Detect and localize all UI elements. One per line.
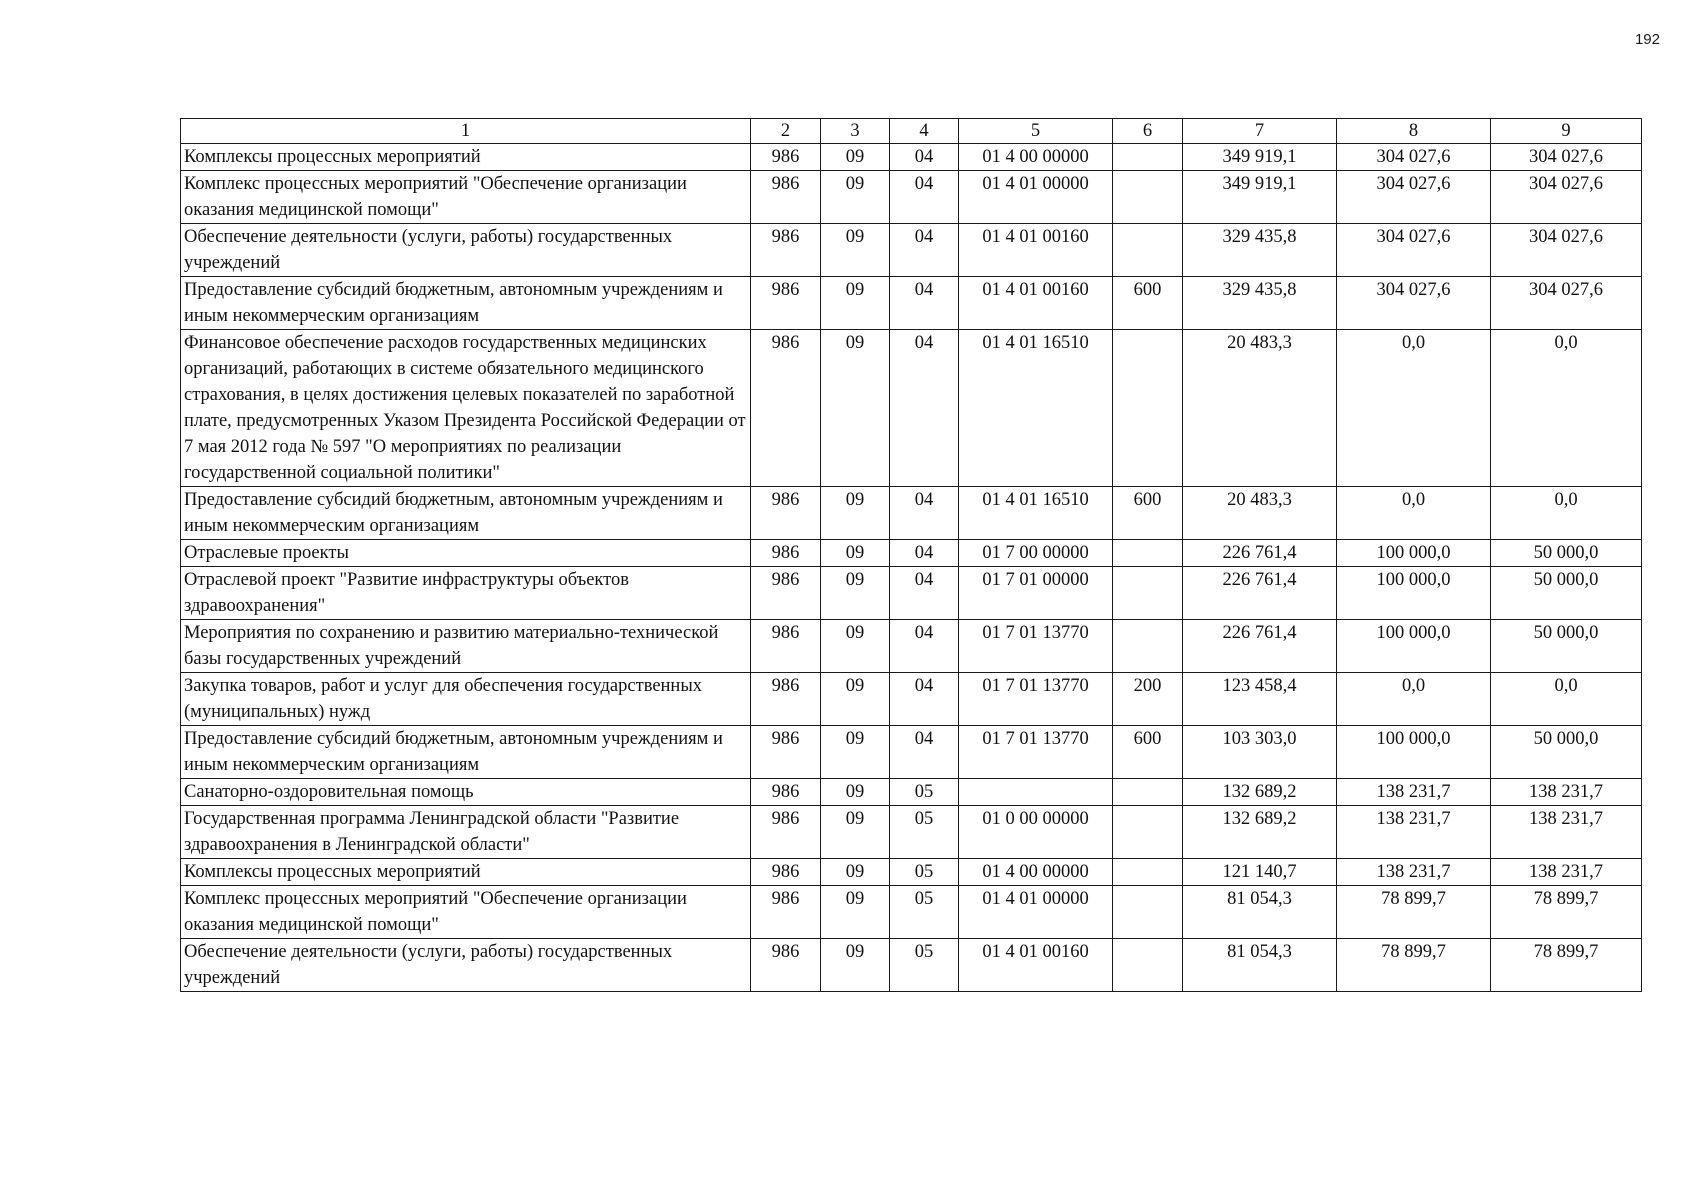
row-value-2025: 100 000,0 bbox=[1337, 567, 1491, 620]
table-row bbox=[181, 224, 1642, 277]
row-value-2025: 138 231,7 bbox=[1337, 779, 1491, 806]
row-subsection: 04 bbox=[890, 330, 959, 487]
row-value-2025: 100 000,0 bbox=[1337, 620, 1491, 673]
table-row bbox=[181, 487, 1642, 540]
row-value-2026: 304 027,6 bbox=[1491, 224, 1642, 277]
row-name: Санаторно-оздоровительная помощь bbox=[181, 779, 751, 806]
row-expense-type bbox=[1113, 886, 1183, 939]
row-subsection: 04 bbox=[890, 726, 959, 779]
row-value-2025: 304 027,6 bbox=[1337, 144, 1491, 171]
row-value-2024: 123 458,4 bbox=[1183, 673, 1337, 726]
row-ministry: 986 bbox=[751, 779, 821, 806]
table-row bbox=[181, 171, 1642, 224]
row-name: Финансовое обеспечение расходов государственных медицинских организаций, работающих в системе обязательного медицинского страхования, в целях достижения целевых показателей по заработной плате, предусмотренных Указом Президента Российской Федерации от 7 мая 2012 года № 597 "О мероприятиях по реализации государственной социальной политики" bbox=[181, 330, 751, 487]
row-name: Комплекс процессных мероприятий "Обеспечение организации оказания медицинской помощи" bbox=[181, 886, 751, 939]
header-cell: 4 bbox=[890, 119, 959, 144]
row-value-2024: 226 761,4 bbox=[1183, 620, 1337, 673]
row-value-2024: 121 140,7 bbox=[1183, 859, 1337, 886]
row-ministry: 986 bbox=[751, 171, 821, 224]
row-value-2025: 78 899,7 bbox=[1337, 939, 1491, 992]
row-name: Комплексы процессных мероприятий bbox=[181, 144, 751, 171]
row-name: Предоставление субсидий бюджетным, автономным учреждениям и иным некоммерческим организациям bbox=[181, 487, 751, 540]
header-cell: 9 bbox=[1491, 119, 1642, 144]
row-expense-type bbox=[1113, 144, 1183, 171]
row-subsection: 04 bbox=[890, 620, 959, 673]
row-target: 01 4 01 00160 bbox=[959, 277, 1113, 330]
row-value-2026: 0,0 bbox=[1491, 673, 1642, 726]
row-value-2026: 50 000,0 bbox=[1491, 620, 1642, 673]
row-section: 09 bbox=[821, 726, 890, 779]
row-section: 09 bbox=[821, 144, 890, 171]
row-subsection: 05 bbox=[890, 806, 959, 859]
row-value-2024: 349 919,1 bbox=[1183, 171, 1337, 224]
row-value-2026: 138 231,7 bbox=[1491, 806, 1642, 859]
row-ministry: 986 bbox=[751, 487, 821, 540]
row-expense-type: 600 bbox=[1113, 726, 1183, 779]
row-expense-type: 200 bbox=[1113, 673, 1183, 726]
table-row bbox=[181, 277, 1642, 330]
page-number: 192 bbox=[1634, 31, 1660, 48]
row-value-2024: 329 435,8 bbox=[1183, 277, 1337, 330]
row-subsection: 04 bbox=[890, 673, 959, 726]
row-value-2025: 0,0 bbox=[1337, 673, 1491, 726]
table-row bbox=[181, 330, 1642, 487]
row-value-2024: 81 054,3 bbox=[1183, 886, 1337, 939]
row-ministry: 986 bbox=[751, 144, 821, 171]
row-section: 09 bbox=[821, 806, 890, 859]
row-expense-type: 600 bbox=[1113, 277, 1183, 330]
row-value-2026: 50 000,0 bbox=[1491, 726, 1642, 779]
row-target: 01 4 00 00000 bbox=[959, 144, 1113, 171]
table-row bbox=[181, 886, 1642, 939]
row-name: Предоставление субсидий бюджетным, автономным учреждениям и иным некоммерческим организациям bbox=[181, 277, 751, 330]
row-expense-type bbox=[1113, 859, 1183, 886]
row-value-2026: 78 899,7 bbox=[1491, 886, 1642, 939]
row-value-2026: 0,0 bbox=[1491, 487, 1642, 540]
row-value-2025: 78 899,7 bbox=[1337, 886, 1491, 939]
row-value-2025: 100 000,0 bbox=[1337, 540, 1491, 567]
table-row bbox=[181, 567, 1642, 620]
row-section: 09 bbox=[821, 620, 890, 673]
row-value-2024: 103 303,0 bbox=[1183, 726, 1337, 779]
row-expense-type bbox=[1113, 806, 1183, 859]
row-ministry: 986 bbox=[751, 277, 821, 330]
row-expense-type bbox=[1113, 171, 1183, 224]
row-value-2025: 100 000,0 bbox=[1337, 726, 1491, 779]
row-name: Комплекс процессных мероприятий "Обеспечение организации оказания медицинской помощи" bbox=[181, 171, 751, 224]
row-ministry: 986 bbox=[751, 673, 821, 726]
row-section: 09 bbox=[821, 330, 890, 487]
budget-table bbox=[180, 118, 1642, 992]
row-name: Обеспечение деятельности (услуги, работы) государственных учреждений bbox=[181, 939, 751, 992]
row-subsection: 04 bbox=[890, 224, 959, 277]
row-target: 01 7 01 00000 bbox=[959, 567, 1113, 620]
row-target: 01 4 01 00000 bbox=[959, 886, 1113, 939]
table-row bbox=[181, 620, 1642, 673]
row-value-2026: 304 027,6 bbox=[1491, 171, 1642, 224]
header-cell: 7 bbox=[1183, 119, 1337, 144]
table-row bbox=[181, 779, 1642, 806]
row-value-2025: 138 231,7 bbox=[1337, 859, 1491, 886]
table-row bbox=[181, 939, 1642, 992]
row-name: Государственная программа Ленинградской области "Развитие здравоохранения в Ленинградской области" bbox=[181, 806, 751, 859]
row-value-2025: 0,0 bbox=[1337, 487, 1491, 540]
row-value-2025: 0,0 bbox=[1337, 330, 1491, 487]
row-value-2024: 132 689,2 bbox=[1183, 806, 1337, 859]
row-target: 01 4 00 00000 bbox=[959, 859, 1113, 886]
row-ministry: 986 bbox=[751, 224, 821, 277]
row-expense-type: 600 bbox=[1113, 487, 1183, 540]
row-section: 09 bbox=[821, 673, 890, 726]
row-expense-type bbox=[1113, 620, 1183, 673]
row-value-2026: 50 000,0 bbox=[1491, 540, 1642, 567]
row-ministry: 986 bbox=[751, 726, 821, 779]
row-value-2024: 132 689,2 bbox=[1183, 779, 1337, 806]
row-section: 09 bbox=[821, 567, 890, 620]
row-section: 09 bbox=[821, 277, 890, 330]
row-expense-type bbox=[1113, 330, 1183, 487]
row-name: Предоставление субсидий бюджетным, автономным учреждениям и иным некоммерческим организациям bbox=[181, 726, 751, 779]
row-target bbox=[959, 779, 1113, 806]
row-expense-type bbox=[1113, 779, 1183, 806]
row-name: Отраслевой проект "Развитие инфраструктуры объектов здравоохранения" bbox=[181, 567, 751, 620]
row-value-2025: 304 027,6 bbox=[1337, 224, 1491, 277]
header-cell: 3 bbox=[821, 119, 890, 144]
row-value-2026: 78 899,7 bbox=[1491, 939, 1642, 992]
row-value-2026: 50 000,0 bbox=[1491, 567, 1642, 620]
row-section: 09 bbox=[821, 171, 890, 224]
row-subsection: 04 bbox=[890, 144, 959, 171]
row-subsection: 05 bbox=[890, 939, 959, 992]
row-section: 09 bbox=[821, 224, 890, 277]
row-name: Отраслевые проекты bbox=[181, 540, 751, 567]
row-name: Мероприятия по сохранению и развитию материально-технической базы государственных учреждений bbox=[181, 620, 751, 673]
row-ministry: 986 bbox=[751, 330, 821, 487]
row-ministry: 986 bbox=[751, 886, 821, 939]
row-ministry: 986 bbox=[751, 806, 821, 859]
row-section: 09 bbox=[821, 779, 890, 806]
row-ministry: 986 bbox=[751, 567, 821, 620]
row-section: 09 bbox=[821, 487, 890, 540]
row-value-2024: 226 761,4 bbox=[1183, 567, 1337, 620]
row-target: 01 0 00 00000 bbox=[959, 806, 1113, 859]
row-value-2025: 304 027,6 bbox=[1337, 171, 1491, 224]
table-row bbox=[181, 859, 1642, 886]
row-ministry: 986 bbox=[751, 540, 821, 567]
row-value-2024: 20 483,3 bbox=[1183, 487, 1337, 540]
row-value-2026: 304 027,6 bbox=[1491, 277, 1642, 330]
row-subsection: 04 bbox=[890, 171, 959, 224]
row-expense-type bbox=[1113, 540, 1183, 567]
row-value-2026: 304 027,6 bbox=[1491, 144, 1642, 171]
row-subsection: 04 bbox=[890, 487, 959, 540]
table-row bbox=[181, 540, 1642, 567]
row-value-2024: 349 919,1 bbox=[1183, 144, 1337, 171]
row-value-2026: 0,0 bbox=[1491, 330, 1642, 487]
row-target: 01 7 01 13770 bbox=[959, 726, 1113, 779]
table-row bbox=[181, 806, 1642, 859]
row-ministry: 986 bbox=[751, 620, 821, 673]
row-target: 01 7 01 13770 bbox=[959, 673, 1113, 726]
header-cell: 2 bbox=[751, 119, 821, 144]
row-subsection: 05 bbox=[890, 886, 959, 939]
row-section: 09 bbox=[821, 859, 890, 886]
header-cell: 5 bbox=[959, 119, 1113, 144]
row-value-2025: 304 027,6 bbox=[1337, 277, 1491, 330]
row-target: 01 4 01 00000 bbox=[959, 171, 1113, 224]
header-cell: 6 bbox=[1113, 119, 1183, 144]
row-value-2024: 226 761,4 bbox=[1183, 540, 1337, 567]
row-expense-type bbox=[1113, 567, 1183, 620]
row-subsection: 05 bbox=[890, 779, 959, 806]
table-row bbox=[181, 673, 1642, 726]
header-cell: 8 bbox=[1337, 119, 1491, 144]
row-target: 01 4 01 00160 bbox=[959, 224, 1113, 277]
table-row bbox=[181, 144, 1642, 171]
row-name: Обеспечение деятельности (услуги, работы) государственных учреждений bbox=[181, 224, 751, 277]
table-body bbox=[181, 119, 1642, 992]
row-value-2026: 138 231,7 bbox=[1491, 779, 1642, 806]
row-value-2024: 81 054,3 bbox=[1183, 939, 1337, 992]
row-expense-type bbox=[1113, 939, 1183, 992]
header-cell: 1 bbox=[181, 119, 751, 144]
row-section: 09 bbox=[821, 886, 890, 939]
row-ministry: 986 bbox=[751, 859, 821, 886]
row-subsection: 04 bbox=[890, 540, 959, 567]
row-subsection: 04 bbox=[890, 277, 959, 330]
row-value-2026: 138 231,7 bbox=[1491, 859, 1642, 886]
row-section: 09 bbox=[821, 939, 890, 992]
row-name: Комплексы процессных мероприятий bbox=[181, 859, 751, 886]
row-target: 01 7 00 00000 bbox=[959, 540, 1113, 567]
row-value-2024: 20 483,3 bbox=[1183, 330, 1337, 487]
row-name: Закупка товаров, работ и услуг для обеспечения государственных (муниципальных) нужд bbox=[181, 673, 751, 726]
row-subsection: 04 bbox=[890, 567, 959, 620]
row-target: 01 4 01 16510 bbox=[959, 330, 1113, 487]
row-target: 01 7 01 13770 bbox=[959, 620, 1113, 673]
table-row bbox=[181, 726, 1642, 779]
row-expense-type bbox=[1113, 224, 1183, 277]
row-value-2025: 138 231,7 bbox=[1337, 806, 1491, 859]
row-target: 01 4 01 00160 bbox=[959, 939, 1113, 992]
row-ministry: 986 bbox=[751, 939, 821, 992]
row-value-2024: 329 435,8 bbox=[1183, 224, 1337, 277]
row-section: 09 bbox=[821, 540, 890, 567]
row-target: 01 4 01 16510 bbox=[959, 487, 1113, 540]
header-row bbox=[181, 119, 1642, 144]
row-subsection: 05 bbox=[890, 859, 959, 886]
